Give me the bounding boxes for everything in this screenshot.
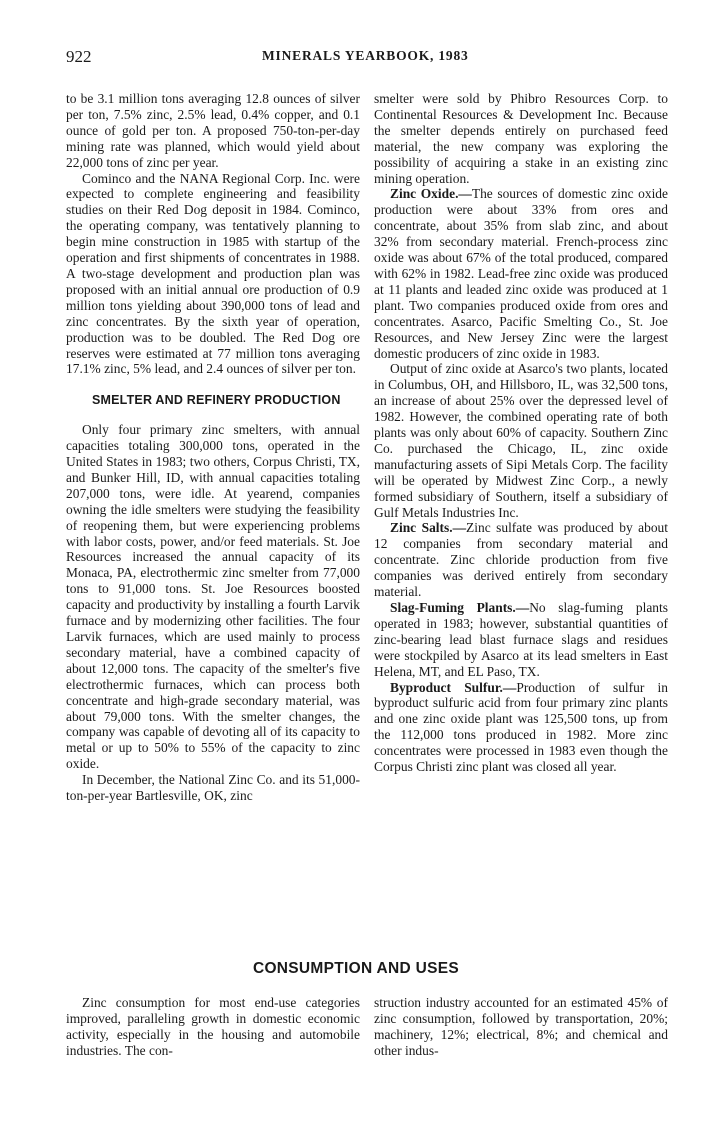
paragraph: smelter were sold by Phibro Resources Corp. to Continental Resources & Development Inc. Because the smelter depends entirely on purchased feed material, the new company was exploring the possibility of acquiring a stake in an existing zinc mining operation. — [374, 91, 668, 186]
paragraph: Output of zinc oxide at Asarco's two plants, located in Columbus, OH, and Hillsboro, IL, was 32,500 tons, an increase of about 25% over the depressed level of 1982. However, the combined operating rate of both plants was only about 60% of capacity. Southern Zinc Co. purchased the Chicago, IL, zinc oxide manufacturing assets of Sipi Metals Corp. The facility will be operated by Midwest Zinc Corp., a newly formed subsidiary of Southern, itself a subsidiary of Gulf Metals Industries Inc. — [374, 361, 668, 520]
paragraph: Cominco and the NANA Regional Corp. Inc. were expected to complete engineering and feasibility studies on their Red Dog deposit in 1984. Cominco, the operating company, was tentatively planning to begin mine construction in 1985 with startup of the operation and first shipments of concentrates in 1988. A two-stage development and production plan was proposed with an initial annual ore production of 0.9 million tons yielding about 390,000 tons of lead and zinc concentrates. By the sixth year of operation, production was to be doubled. The Red Dog ore reserves were estimated at 77 million tons averaging 17.1% zinc, 5% lead, and 2.4 ounces of silver per ton. — [66, 170, 360, 377]
left-column — [66, 91, 360, 804]
consumption-heading: CONSUMPTION AND USES — [252, 960, 460, 977]
running-head — [0, 47, 712, 73]
paragraph: In December, the National Zinc Co. and its 51,000-ton-per-year Bartlesville, OK, zinc — [66, 772, 360, 804]
paragraph — [374, 520, 668, 600]
page-number: 922 — [66, 47, 92, 66]
paragraph-text: The sources of domestic zinc oxide production were about 33% from ores and concentrate, about 35% from slab zinc, and about 32% from secondary material. French-process zinc oxide was about 67% of the total produced, compared with 62% in 1982. Lead-free zinc oxide was produced at 11 plants and leaded zinc oxide was produced at 1 plant. Two companies produced oxide from ores and concentrates. Asarco, Pacific Smelting Co., St. Joe Resources, and New Jersey Zinc were the largest domestic producers of zinc oxide in 1983. — [374, 186, 668, 361]
paragraph: Zinc consumption for most end-use categories improved, paralleling growth in domestic economic activity, especially in the housing and automobile industries. The con- — [66, 995, 360, 1058]
consumption-left-column — [66, 995, 360, 1059]
running-title: MINERALS YEARBOOK, 1983 — [262, 48, 469, 63]
paragraph — [374, 600, 668, 680]
right-column — [374, 91, 668, 775]
run-in-heading: Zinc Salts.— — [390, 520, 467, 536]
paragraph-text: Zinc sulfate was produced by about 12 companies from secondary material and concentrate. Zinc chloride production from five companies was derived entirely from secondary material. — [374, 520, 668, 600]
run-in-heading: Zinc Oxide.— — [390, 186, 472, 202]
consumption-right-column — [374, 995, 668, 1059]
paragraph — [374, 680, 668, 775]
paragraph: Only four primary zinc smelters, with annual capacities totaling 300,000 tons, operated in the United States in 1983; two others, Corpus Christi, TX, and Bunker Hill, ID, with annual capacities totaling 207,000 tons, were idle. At yearend, companies owning the idle smelters were studying the feasibility of reopening them, but were experiencing problems with labor costs, power, and/or feed materials. St. Joe Resources increased the annual capacity of its Monaca, PA, electrothermic zinc smelter from 77,000 tons to 91,000 tons. St. Joe Resources boosted capacity and productivity by installing a fourth Larvik furnace and by modernizing other facilities. The four Larvik furnaces, which are used mainly to process secondary material, have a combined capacity of about 12,000 tons. The capacity of the smelter's five electrothermic furnaces, which can process both concentrate and high-grade secondary material, was about 79,000 tons. With the smelter changes, the company was capable of devoting all of its capacity to metal or up to 50% to 55% of the capacity to zinc oxide. — [66, 422, 360, 772]
run-in-heading: Byproduct Sulfur.— — [390, 679, 517, 695]
paragraph — [374, 186, 668, 361]
paragraph: to be 3.1 million tons averaging 12.8 ounces of silver per ton, 7.5% zinc, 2.5% lead, 0.4% copper, and 0.1 ounce of gold per ton. A proposed 750-ton-per-day mining rate was planned, which would yield about 22,000 tons of zinc per year. — [66, 91, 360, 170]
paragraph-text: Production of sulfur in byproduct sulfuric acid from four primary zinc plants and one zinc oxide plant was 125,500 tons, up from the 112,000 tons produced in 1982. More zinc concentrates were processed in 1983 even though the Corpus Christi zinc plant was closed all year. — [374, 679, 668, 775]
paragraph: struction industry accounted for an estimated 45% of zinc consumption, followed by transportation, 20%; machinery, 12%; electrical, 8%; and chemical and other indus- — [374, 995, 668, 1058]
section-heading: SMELTER AND REFINERY PRODUCTION — [92, 393, 341, 408]
paragraph-text: No slag-fuming plants operated in 1983; however, substantial quantities of zinc-bearing lead blast furnace slags and residues were stockpiled by Asarco at its lead smelters in East Helena, MT, and EL Paso, TX. — [374, 600, 668, 679]
run-in-heading: Slag-Fuming Plants.— — [390, 600, 530, 615]
